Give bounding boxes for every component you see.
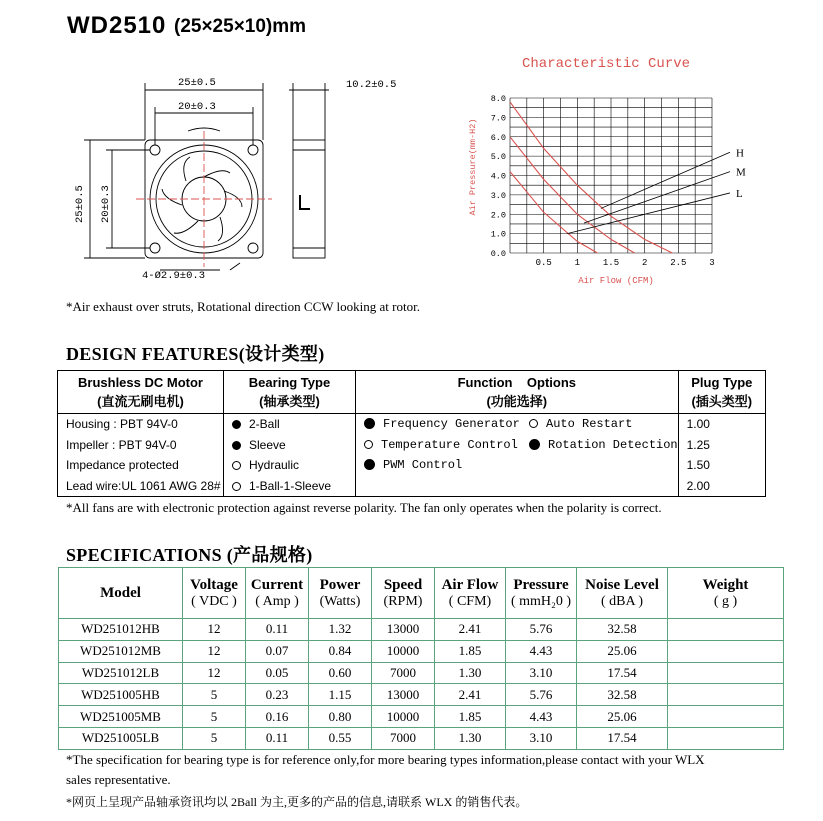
dim-height-inner-label: 20±0.3 xyxy=(100,185,112,223)
table-cell: 0.80 xyxy=(309,706,372,728)
y-tick-label: 8.0 xyxy=(490,94,506,104)
list-item: Housing : PBT 94V-0 xyxy=(66,417,178,431)
table-cell: 13000 xyxy=(372,619,435,641)
plug-types xyxy=(678,414,765,497)
motor-specs xyxy=(58,414,224,497)
table-cell: 5 xyxy=(183,684,246,706)
table-row xyxy=(59,684,784,706)
list-item: 1.25 xyxy=(686,437,710,452)
y-tick-label: 1.0 xyxy=(490,229,506,240)
dim-width-inner-label: 20±0.3 xyxy=(178,101,216,113)
mechanical-drawing xyxy=(60,65,420,290)
y-tick-label: 7.0 xyxy=(490,113,506,124)
table-cell: 12 xyxy=(183,662,246,684)
dim-height-outer-label: 25±0.5 xyxy=(74,185,86,223)
table-cell: WD251005MB xyxy=(59,706,183,728)
table-cell: 0.05 xyxy=(246,662,309,684)
list-item: Impeller : PBT 94V-0 xyxy=(66,437,177,452)
list-item: PWM Control xyxy=(356,455,678,476)
y-axis-label: Air Pressure(mm-H2) xyxy=(468,118,478,216)
table-cell: 4.43 xyxy=(506,706,577,728)
table-cell: 32.58 xyxy=(577,619,668,641)
table-cell: 17.54 xyxy=(577,727,668,749)
table-cell: WD251005LB xyxy=(59,727,183,749)
dim-holes-label: 4-Ø2.9±0.3 xyxy=(142,270,206,282)
table-cell: 17.54 xyxy=(577,662,668,684)
table-cell xyxy=(668,619,784,641)
x-tick-label: 1.5 xyxy=(602,258,620,268)
chart-title: Characteristic Curve xyxy=(522,56,691,72)
filled-circle-icon xyxy=(364,459,375,470)
spec-note-line1: *The specification for bearing type is for reference only,for more bearing types information,please contact with your WLX xyxy=(66,752,705,767)
table-cell: 0.23 xyxy=(246,684,309,706)
series-line-h xyxy=(510,102,672,253)
table-cell: 12 xyxy=(183,640,246,662)
leader-line xyxy=(584,172,730,223)
table-cell: WD251012LB xyxy=(59,662,183,684)
x-tick-label: 0.5 xyxy=(535,258,552,268)
table-row xyxy=(59,706,784,728)
table-cell: 12 xyxy=(183,619,246,641)
polarity-note: *All fans are with electronic protection against reverse polarity. The fan only operates when the polarity is correct. xyxy=(66,500,662,515)
table-cell: 3.10 xyxy=(506,727,577,749)
table-cell: WD251012HB xyxy=(59,619,183,641)
model-title: WD2510 xyxy=(67,12,167,39)
table-row xyxy=(59,640,784,662)
x-tick-label: 2 xyxy=(641,258,648,268)
filled-circle-icon xyxy=(232,441,241,450)
mount-hole-icon xyxy=(150,145,160,155)
x-tick-label: 1 xyxy=(574,258,581,268)
table-cell: 10000 xyxy=(372,706,435,728)
table-cell: 2.41 xyxy=(435,684,506,706)
table-cell: 0.84 xyxy=(309,640,372,662)
list-item: 1.50 xyxy=(686,458,710,472)
function-options xyxy=(356,414,679,497)
table-row xyxy=(59,662,784,684)
table-cell: WD251012MB xyxy=(59,640,183,662)
empty-circle-icon xyxy=(232,461,241,470)
specifications-heading: SPECIFICATIONS (产品规格) xyxy=(66,545,313,565)
filled-circle-icon xyxy=(232,420,241,429)
table-cell xyxy=(668,684,784,706)
leader-line xyxy=(601,152,730,208)
table-cell: 0.11 xyxy=(246,619,309,641)
col-header-voltage: Voltage ( VDC ) xyxy=(183,568,246,619)
col-header-noise-level: Noise Level ( dBA ) xyxy=(577,568,668,619)
table-cell: 0.07 xyxy=(246,640,309,662)
table-cell: 1.15 xyxy=(309,684,372,706)
table-cell: 5 xyxy=(183,727,246,749)
table-cell: WD251005HB xyxy=(59,684,183,706)
empty-circle-icon xyxy=(364,440,373,449)
x-tick-label: 3 xyxy=(709,258,715,268)
table-cell: 1.32 xyxy=(309,619,372,641)
table-cell: 1.85 xyxy=(435,640,506,662)
col-header-power: Power (Watts) xyxy=(309,568,372,619)
bearing-options xyxy=(224,414,356,497)
table-cell xyxy=(668,706,784,728)
empty-circle-icon xyxy=(529,419,538,428)
table-cell: 25.06 xyxy=(577,640,668,662)
y-tick-label: 2.0 xyxy=(490,210,506,221)
list-item: Temperature Control Rotation Detection xyxy=(356,435,678,456)
y-tick-label: 0.0 xyxy=(490,249,506,259)
col-header-plug: Plug Type (插头类型) xyxy=(678,371,765,414)
exhaust-note: *Air exhaust over struts, Rotational direction CCW looking at rotor. xyxy=(66,299,420,314)
col-header-current: Current ( Amp ) xyxy=(246,568,309,619)
filled-circle-icon xyxy=(364,418,375,429)
spec-note-cn: *网页上呈现产品轴承资讯均以 2Ball 为主,更多的产品的信息,请联系 WLX 的销售代表。 xyxy=(66,795,528,809)
col-header-bearing: Bearing Type (轴承类型) xyxy=(224,371,356,414)
list-item: Hydraulic xyxy=(224,455,355,476)
table-cell: 5.76 xyxy=(506,619,577,641)
table-cell: 32.58 xyxy=(577,684,668,706)
col-header-air-flow: Air Flow ( CFM) xyxy=(435,568,506,619)
dim-depth-label: 10.2±0.5 xyxy=(346,79,397,91)
y-tick-label: 4.0 xyxy=(490,171,506,182)
col-header-pressure: Pressure ( mmH₂0 ) xyxy=(506,568,577,619)
table-cell: 2.41 xyxy=(435,619,506,641)
y-tick-label: 5.0 xyxy=(490,152,506,163)
table-cell: 0.11 xyxy=(246,727,309,749)
y-tick-label: 3.0 xyxy=(490,190,506,201)
table-cell: 0.16 xyxy=(246,706,309,728)
x-tick-label: 2.5 xyxy=(670,258,687,268)
table-cell: 3.10 xyxy=(506,662,577,684)
table-row xyxy=(59,619,784,641)
design-features-heading: DESIGN FEATURES(设计类型) xyxy=(66,344,325,364)
table-cell: 0.55 xyxy=(309,727,372,749)
fan-side-view xyxy=(293,140,325,258)
mount-hole-icon xyxy=(150,243,160,253)
filled-circle-icon xyxy=(529,439,540,450)
empty-circle-icon xyxy=(232,482,241,491)
table-cell xyxy=(668,727,784,749)
list-item: 2-Ball xyxy=(224,414,355,435)
table-row xyxy=(59,727,784,749)
table-cell: 1.30 xyxy=(435,727,506,749)
model-dimensions: (25×25×10)mm xyxy=(174,16,307,37)
list-item: Sleeve xyxy=(224,435,355,456)
table-cell xyxy=(668,640,784,662)
table-cell: 5 xyxy=(183,706,246,728)
table-cell: 0.60 xyxy=(309,662,372,684)
list-item: Impedance protected xyxy=(66,458,179,472)
dim-width-outer-label: 25±0.5 xyxy=(178,77,216,89)
table-cell: 7000 xyxy=(372,727,435,749)
table-cell xyxy=(668,662,784,684)
series-label-l: L xyxy=(736,187,743,200)
table-cell: 25.06 xyxy=(577,706,668,728)
table-cell: 1.30 xyxy=(435,662,506,684)
table-cell: 7000 xyxy=(372,662,435,684)
series-label-m: M xyxy=(736,166,746,179)
table-cell: 10000 xyxy=(372,640,435,662)
table-cell: 1.85 xyxy=(435,706,506,728)
mount-hole-icon xyxy=(248,145,258,155)
col-header-model: Model xyxy=(59,568,183,619)
x-axis-label: Air Flow (CFM) xyxy=(578,276,654,286)
characteristic-curve-chart xyxy=(460,80,760,290)
list-item: Lead wire:UL 1061 AWG 28# xyxy=(66,478,221,493)
series-label-h: H xyxy=(736,147,744,160)
col-header-speed: Speed (RPM) xyxy=(372,568,435,619)
y-tick-label: 6.0 xyxy=(490,132,506,143)
col-header-weight: Weight ( g ) xyxy=(668,568,784,619)
col-header-function: Function Options (功能选择) xyxy=(356,371,679,414)
list-item: 1-Ball-1-Sleeve xyxy=(224,476,355,497)
list-item: 2.00 xyxy=(686,478,710,493)
list-item: Frequency Generator Auto Restart xyxy=(356,414,678,435)
table-cell: 4.43 xyxy=(506,640,577,662)
specifications-table xyxy=(58,567,784,750)
mount-hole-icon xyxy=(248,243,258,253)
spec-note-line2: sales representative. xyxy=(66,772,171,787)
list-item: 1.00 xyxy=(686,417,710,431)
table-cell: 5.76 xyxy=(506,684,577,706)
design-features-table xyxy=(57,370,766,497)
table-cell: 13000 xyxy=(372,684,435,706)
series-line-l xyxy=(510,172,598,253)
col-header-motor: Brushless DC Motor (直流无刷电机) xyxy=(58,371,224,414)
